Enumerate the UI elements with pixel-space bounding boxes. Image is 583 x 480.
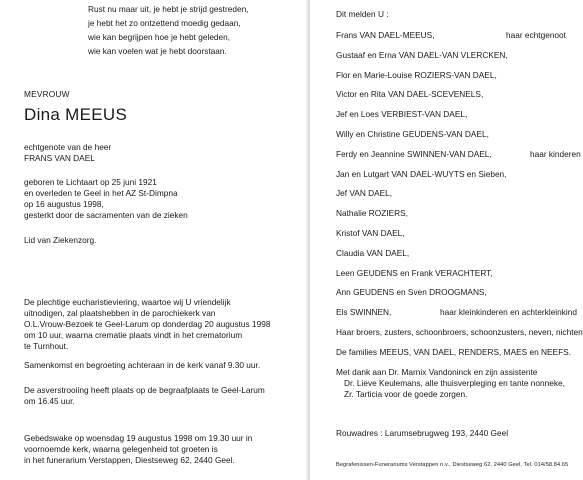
family-line [336, 307, 583, 327]
family-name: Gustaaf en Erna VAN DAEL-VAN VLERCKEN, [336, 49, 508, 60]
thanks-block [336, 367, 565, 400]
family-line [336, 228, 583, 248]
ashes-block [24, 385, 265, 407]
family-line [336, 188, 583, 208]
family-line [336, 89, 583, 109]
gathering-note: Samenkomst en begroeting achteraan in de kerk vanaf 9.30 uur. [24, 360, 261, 370]
family-name: Ferdy en Jeannine SWINNEN-VAN DAEL, [336, 148, 492, 159]
poem-line: Rust nu maar uit, je hebt je strijd gestreden, [88, 4, 249, 14]
spouse-line: echtgenote van de heer [24, 142, 112, 152]
wake-line: Gebedswake op woensdag 19 augustus 1998 om 19.30 uur in [24, 433, 253, 443]
mourning-address: Rouwadres : Larumsebrugweg 193, 2440 Geel [336, 428, 509, 438]
spouse-block [24, 142, 111, 164]
family-list [336, 30, 583, 367]
family-name: Leen GEUDENS en Frank VERACHTERT, [336, 267, 493, 278]
honorific: MEVROUW [24, 89, 70, 99]
family-line [336, 268, 583, 288]
family-name: Ann GEUDENS en Sven DROOGMANS, [336, 287, 487, 298]
family-line [336, 129, 583, 149]
family-relation: haar kleinkinderen en achterkleinkind [440, 307, 577, 318]
right-page [310, 0, 583, 480]
deceased-name: Dina MEEUS [24, 105, 128, 124]
family-line [336, 109, 583, 129]
poem-line: wie kan begrijpen hoe je hebt geleden, [88, 32, 231, 42]
ashes-line: De asverstrooiing heeft plaats op de begraafplaats te Geel-Larum [24, 385, 265, 395]
life-line: gesterkt door de sacramenten van de zieken [24, 210, 188, 220]
wake-line: voornoemde kerk, waarna gelegenheid tot groeten is [24, 444, 218, 454]
life-line: op 16 augustus 1998, [24, 199, 104, 209]
poem [88, 2, 249, 58]
family-name: Jan en Lutgart VAN DAEL-WUYTS en Sieben, [336, 168, 507, 179]
life-line: en overleden te Geel in het AZ St-Dimpna [24, 188, 178, 198]
family-relation: haar kinderen [530, 148, 581, 159]
funeral-home-info: Begrafenissen-Funerariums Verstappen n.v., Diestseweg 62, 2440 Geel, Tel. 014/58.84.65 [336, 462, 569, 468]
family-line [336, 327, 583, 347]
family-line [336, 248, 583, 268]
family-line [336, 50, 583, 70]
poem-line: wie kan voelen wat je hebt doorstaan. [88, 46, 227, 56]
ceremony-line: te Turnhout. [24, 341, 69, 351]
wake-block [24, 433, 252, 466]
ceremony-line: om 10 uur, waarna crematie plaats vindt in het crematorium [24, 330, 243, 340]
ceremony-line: O.L.Vrouw-Bezoek te Geel-Larum op donderdag 20 augustus 1998 [24, 319, 271, 329]
family-name: Victor en Rita VAN DAEL-SCEVENELS, [336, 89, 484, 100]
family-line [336, 169, 583, 189]
family-name: Claudia VAN DAEL, [336, 247, 410, 258]
ceremony-line: uitnodigen, zal plaatshebben in de parochiekerk van [24, 308, 216, 318]
family-name: Kristof VAN DAEL, [336, 227, 405, 238]
family-name: Haar broers, zusters, schoonbroers, schoonzusters, neven, nichten [336, 326, 583, 337]
poem-line: je hebt het zo ontzettend moedig gedaan, [88, 18, 241, 28]
family-line [336, 208, 583, 228]
family-name: De families MEEUS, VAN DAEL, RENDERS, MAES en NEEFS. [336, 346, 571, 357]
wake-line: in het funerarium Verstappen, Diestseweg 62, 2440 Geel. [24, 455, 235, 465]
thanks-line: Met dank aan Dr. Marnix Vandoninck en zijn assistente [336, 367, 538, 377]
family-name: Frans VAN DAEL-MEEUS, [336, 30, 435, 40]
family-name: Jef en Loes VERBIEST-VAN DAEL, [336, 109, 468, 120]
ceremony-block [24, 297, 270, 352]
thanks-line: Dr. Lieve Keulemans, alle thuisverpleging en tante nonneke, [344, 378, 565, 388]
ashes-line: om 16.45 uur. [24, 396, 75, 406]
spouse-line: FRANS VAN DAEL [24, 153, 95, 163]
membership: Lid van Ziekenzorg. [24, 235, 97, 245]
life-block [24, 177, 188, 221]
thanks-line: Zr. Tarticia voor de goede zorgen. [344, 389, 468, 399]
announcement-intro: Dit melden U : [336, 9, 389, 19]
family-name: Els SWINNEN, [336, 307, 392, 318]
family-line [336, 70, 583, 90]
family-line [336, 149, 583, 169]
family-name: Nathalie ROZIERS, [336, 208, 408, 219]
family-line [336, 347, 583, 367]
family-relation: haar echtgenoot [506, 30, 566, 40]
life-line: geboren te Lichtaart op 25 juni 1921 [24, 177, 157, 187]
family-line [336, 30, 583, 50]
family-name: Willy en Christine GEUDENS-VAN DAEL, [336, 128, 489, 139]
family-name: Flor en Marie-Louise ROZIERS-VAN DAEL, [336, 69, 497, 80]
family-name: Jef VAN DAEL, [336, 188, 393, 199]
ceremony-line: De plechtige eucharistieviering, waartoe wij U vriendelijk [24, 297, 231, 307]
family-line [336, 287, 583, 307]
